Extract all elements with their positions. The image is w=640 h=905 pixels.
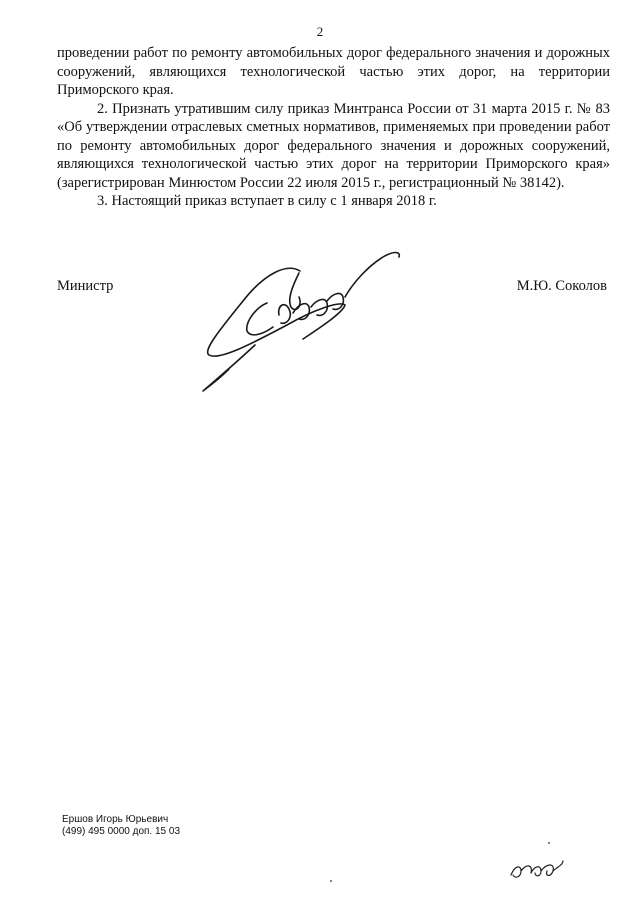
- paragraph-item-2: 2. Признать утратившим силу приказ Минтранса России от 31 марта 2015 г. № 83 «Об утверждении отраслевых сметных нормативов, применяемых при проведении работ по ремонту автомобильных дорог федерального значения и дорожных сооружений, являющихся технологической частью этих дорог на территории Приморского края» (зарегистрирован Минюстом России 22 июля 2015 г., регистрационный № 38142).: [57, 100, 610, 191]
- page-number: 2: [316, 24, 324, 39]
- paragraph-continuation: проведении работ по ремонту автомобильных дорог федерального значения и дорожных сооружений, являющихся технологической частью этих дорог, на территории Приморского края.: [57, 45, 610, 98]
- handwritten-initials: [505, 855, 567, 885]
- handwritten-signature: [195, 243, 410, 403]
- signatory-name: М.Ю. Соколов: [516, 278, 607, 294]
- document-body: [57, 44, 610, 211]
- contact-person: Ершов Игорь Юрьевич: [62, 814, 169, 825]
- scan-speck: [548, 842, 550, 844]
- signatory-title: Министр: [57, 278, 114, 294]
- paragraph-item-3: 3. Настоящий приказ вступает в силу с 1 января 2018 г.: [97, 193, 437, 209]
- contact-phone: (499) 495 0000 доп. 15 03: [62, 826, 181, 837]
- contact-block: [62, 814, 180, 838]
- scan-speck: [330, 880, 332, 882]
